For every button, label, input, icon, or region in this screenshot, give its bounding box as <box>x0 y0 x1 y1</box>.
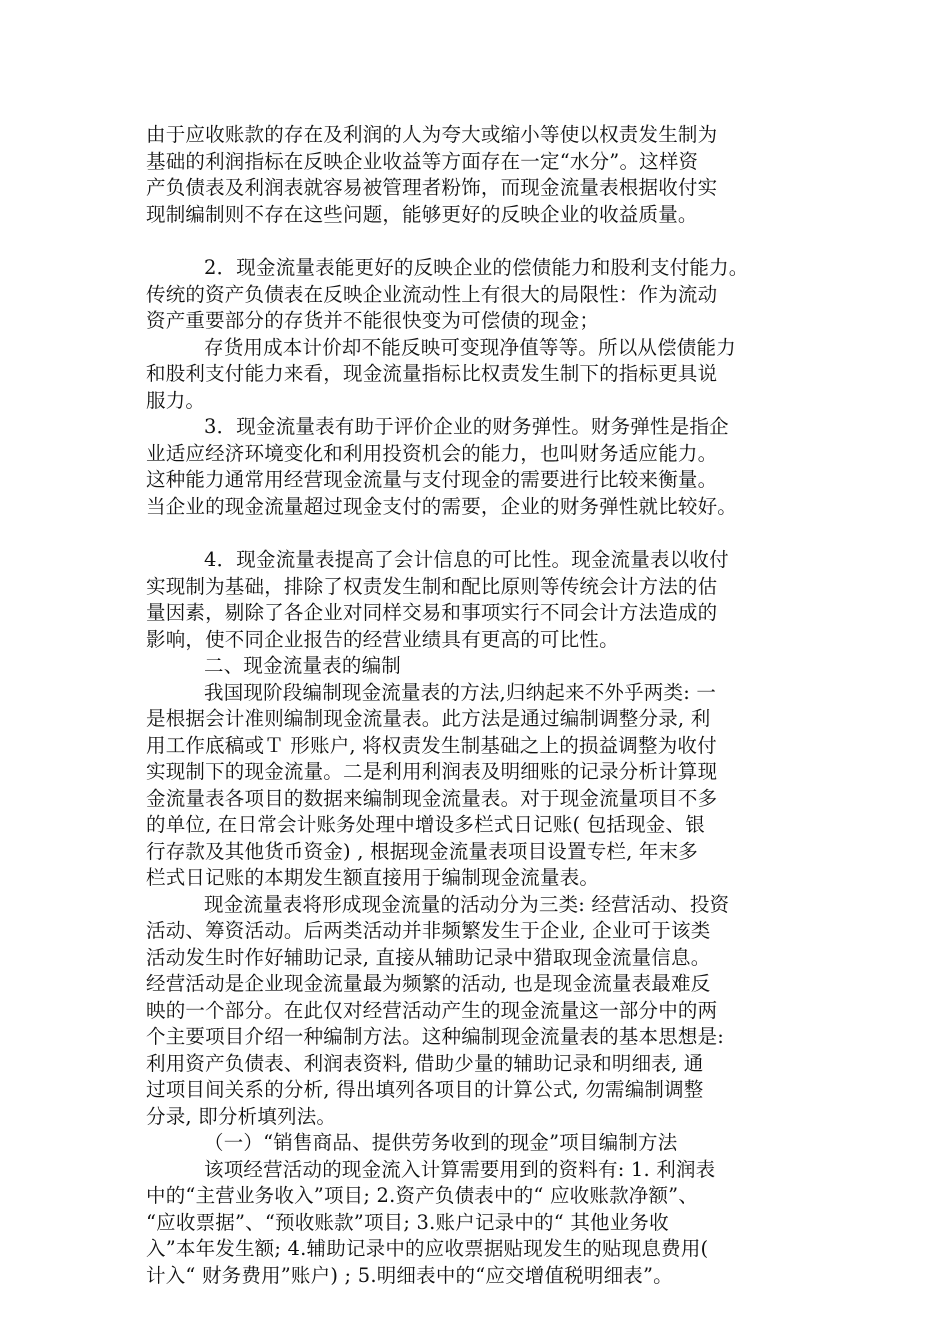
text-line: （一）“销售商品、提供劳务收到的现金”项目编制方法 <box>204 1131 678 1154</box>
text-line: 入”本年发生额; 4.辅助记录中的应收票据贴现发生的贴现息费用( <box>146 1237 709 1260</box>
text-line: 这种能力通常用经营现金流量与支付现金的需要进行比较来衡量。 <box>146 468 718 491</box>
text-line: 3．现金流量表有助于评价企业的财务弹性。财务弹性是指企 <box>204 415 729 438</box>
text-line: 该项经营活动的现金流入计算需要用到的资料有: 1. 利润表 <box>204 1157 716 1181</box>
text-line: 现制编制则不存在这些问题，能够更好的反映企业的收益质量。 <box>146 202 698 226</box>
text-line: 实现制下的现金流量。二是利用利润表及明细账的记录分析计算现 <box>146 760 718 783</box>
paragraph <box>146 1157 826 1290</box>
paragraph <box>146 1130 826 1157</box>
text-line: 现金流量表将形成现金流量的活动分为三类: 经营活动、投资 <box>204 892 730 916</box>
text-line: 活动、筹资活动。后两类活动并非频繁发生于企业, 企业可于该类 <box>146 919 711 942</box>
text-line: “应收票据”、“预收账款”项目; 3.账户记录中的“ 其他业务收 <box>146 1210 669 1234</box>
text-line: 业适应经济环境变化和利用投资机会的能力，也叫财务适应能力。 <box>146 441 718 465</box>
text-line: 中的“主营业务收入”项目; 2.资产负债表中的“ 应收账款净额”、 <box>146 1184 699 1207</box>
text-line: 计入“ 财务费用”账户) ; 5.明细表中的“应交增值税明细表”。 <box>146 1263 673 1287</box>
paragraph <box>146 892 826 1131</box>
text-line: 金流量表各项目的数据来编制现金流量表。对于现金流量项目不多 <box>146 786 718 810</box>
text-line: 是根据会计准则编制现金流量表。此方法是通过编制调整分录, 利 <box>146 707 711 730</box>
text-line: 利用资产负债表、利润表资料, 借助少量的辅助记录和明细表, 通 <box>146 1051 704 1075</box>
text-line: 我国现阶段编制现金流量表的方法,归纳起来不外乎两类: 一 <box>204 680 717 704</box>
text-line: 产负债表及利润表就容易被管理者粉饰，而现金流量表根据收付实 <box>146 176 718 199</box>
text-line: 基础的利润指标在反映企业收益等方面存在一定“水分”。这样资 <box>146 149 699 173</box>
paragraph <box>146 653 826 680</box>
text-line: 传统的资产负债表在反映企业流动性上有很大的局限性：作为流动 <box>146 282 718 306</box>
text-line: 当企业的现金流量超过现金支付的需要，企业的财务弹性就比较好。 <box>146 494 738 518</box>
paragraph <box>146 680 826 892</box>
text-line: 栏式日记账的本期发生额直接用于编制现金流量表。 <box>146 866 600 889</box>
text-line: 4．现金流量表提高了会计信息的可比性。现金流量表以收付 <box>204 548 729 571</box>
text-line: 经营活动是企业现金流量最为频繁的活动, 也是现金流量表最难反 <box>146 972 711 995</box>
text-line: 和股利支付能力来看，现金流量指标比权责发生制下的指标更具说 <box>146 362 718 385</box>
text-line: 资产重要部分的存货并不能很快变为可偿债的现金； <box>146 309 600 332</box>
text-line: 的单位, 在日常会计账务处理中增设多栏式日记账( 包括现金、银 <box>146 813 705 836</box>
text-line: 由于应收账款的存在及利润的人为夸大或缩小等使以权责发生制为 <box>146 123 718 146</box>
text-line: 过项目间关系的分析, 得出填列各项目的计算公式, 勿需编制调整 <box>146 1078 704 1101</box>
paragraph <box>146 547 826 653</box>
paragraph <box>146 335 826 415</box>
text-line: 影响，使不同企业报告的经营业绩具有更高的可比性。 <box>146 627 619 651</box>
text-line: 量因素，剔除了各企业对同样交易和事项实行不同会计方法造成的 <box>146 601 718 624</box>
text-line: 二、现金流量表的编制 <box>204 654 402 677</box>
text-line: 映的一个部分。在此仅对经营活动产生的现金流量这一部分中的两 <box>146 998 718 1022</box>
text-line: 实现制为基础，排除了权责发生制和配比原则等传统会计方法的估 <box>146 574 718 598</box>
text-line: 个主要项目介绍一种编制方法。这种编制现金流量表的基本思想是: <box>146 1025 725 1048</box>
paragraph <box>146 255 826 335</box>
paragraph-spacer <box>146 228 826 255</box>
text-line: 行存款及其他货币资金) , 根据现金流量表项目设置专栏, 年末多 <box>146 839 699 863</box>
paragraph <box>146 414 826 520</box>
text-line: 2．现金流量表能更好的反映企业的偿债能力和股利支付能力。 <box>204 256 749 279</box>
paragraph-spacer <box>146 520 826 547</box>
paragraph <box>146 122 826 228</box>
text-line: 存货用成本计价却不能反映可变现净值等等。所以从偿债能力 <box>204 335 736 359</box>
text-line: 用工作底稿或Ｔ 形账户, 将权责发生制基础之上的损益调整为收付 <box>146 733 717 757</box>
text-line: 服力。 <box>146 388 206 412</box>
text-line: 活动发生时作好辅助记录, 直接从辅助记录中猎取现金流量信息。 <box>146 945 711 969</box>
text-line: 分录, 即分析填列法。 <box>146 1104 337 1128</box>
document-body <box>146 122 826 1289</box>
